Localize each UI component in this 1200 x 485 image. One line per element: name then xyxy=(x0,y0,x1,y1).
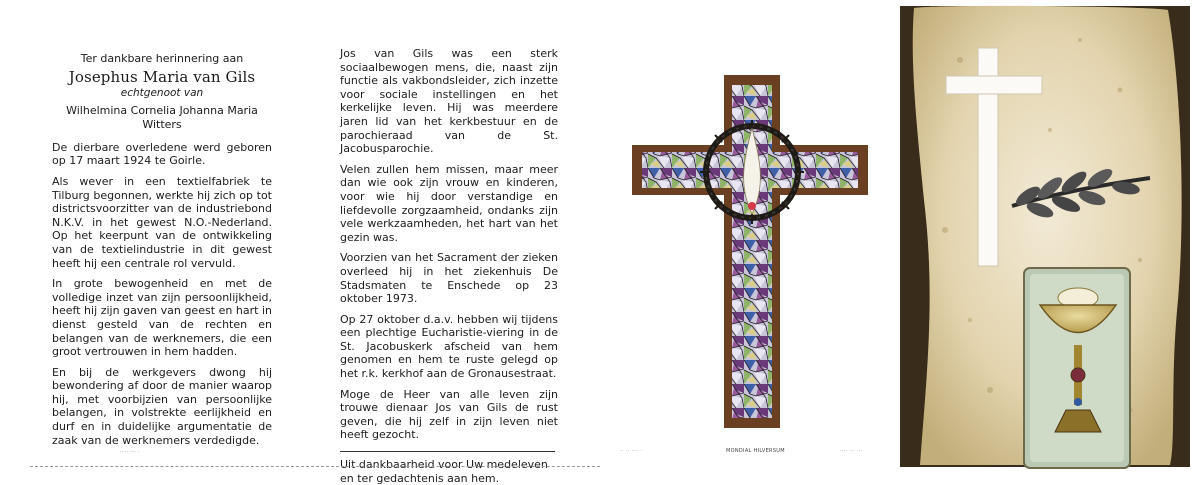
left-text-column xyxy=(52,52,272,454)
printer-mark-left: ·· ·· ···· · xyxy=(620,448,643,454)
middle-text-column xyxy=(340,47,558,485)
divider-line xyxy=(340,451,555,452)
bio-paragraph: Voorzien van het Sacrament der zieken overleed hij in het ziekenhuis De Stadsmaten te Enschede op 23 oktober 1973. xyxy=(340,251,558,306)
printer-mark-left: ·· ·· ···· · xyxy=(120,449,140,455)
deceased-name: Josephus Maria van Gils xyxy=(68,67,256,86)
bio-paragraph: Als wever in een textielfabriek te Tilburg begonnen, werkte hij zich op tot districtsvoorzitter van de industriebond N.K.V. in het gewest N.O.-Nederland. Op het keerpunt van de ontwikkeling van de textielindustrie in dit gewest heeft hij een centrale rol vervuld. xyxy=(52,174,272,270)
spouse-intro: echtgenoot van xyxy=(120,87,204,100)
bio-paragraph: En bij de werkgevers dwong hij bewondering af door de manier waarop hij, met voorbijzien van persoonlijke belangen, in volstrekte eerlijkheid en durf en in duidelijke argumentatie de zaak van de werknemers verdedigde. xyxy=(52,365,272,447)
spouse-name: Wilhelmina Cornelia Johanna Maria Witters xyxy=(66,103,258,131)
stone-relief-image xyxy=(900,0,1200,471)
bio-paragraph: Op 27 oktober d.a.v. hebben wij tijdens een plechtige Eucharistie-viering in de St. Jacobuskerk afscheid van hem genomen en hem te ruste gelegd op het r.k. kerkhof aan de Gronausestraat. xyxy=(340,312,558,381)
bio-paragraph: Moge de Heer van alle leven zijn trouwe dienaar Jos van Gils de rust geven, die hij zelf in zijn leven niet heeft gezocht. xyxy=(340,387,558,442)
middle-text-panel xyxy=(300,0,600,485)
printer-mark-middle: MONDIAL HILVERSUM xyxy=(726,448,785,454)
bio-paragraph: Velen zullen hem missen, maar meer dan wie ook zijn vrouw en kinderen, voor wie hij door verstandige en liefdevolle zorgzaamheid, ondanks zijn vele werkzaamheden, het hart van het gezin was. xyxy=(340,162,558,244)
left-text-panel xyxy=(0,0,300,471)
closing-line: Uit dankbaarheid voor Uw medeleven en ter gedachtenis aan hem. xyxy=(340,458,548,485)
fold-line xyxy=(30,466,600,467)
chalice-icon xyxy=(1024,268,1130,468)
bio-paragraph: Jos van Gils was een sterk sociaalbewogen mens, die, naast zijn functie als vakbondsleider, zich inzette voor sociale instellingen en het kerkelijke leven. Hij was meerdere jaren lid van het kerkbestuur en de parochieraad van de St. Jacobusparochie. xyxy=(340,47,558,156)
bio-paragraph: De dierbare overledene werd geboren op 17 maart 1924 te Goirle. xyxy=(52,140,272,168)
printer-mark-right: ···· ··· ··· xyxy=(840,448,863,454)
intro-line: Ter dankbare herinnering aan xyxy=(80,52,244,65)
photo-panel xyxy=(900,0,1200,471)
bio-paragraph: In grote bewogenheid en met de volledige inzet van zijn persoonlijkheid, heeft hij zijn gaven van geest en hart in dienst gesteld van de rechten en belangen van de werknemers, die een groot vertrouwen in hem hadden. xyxy=(52,277,272,359)
